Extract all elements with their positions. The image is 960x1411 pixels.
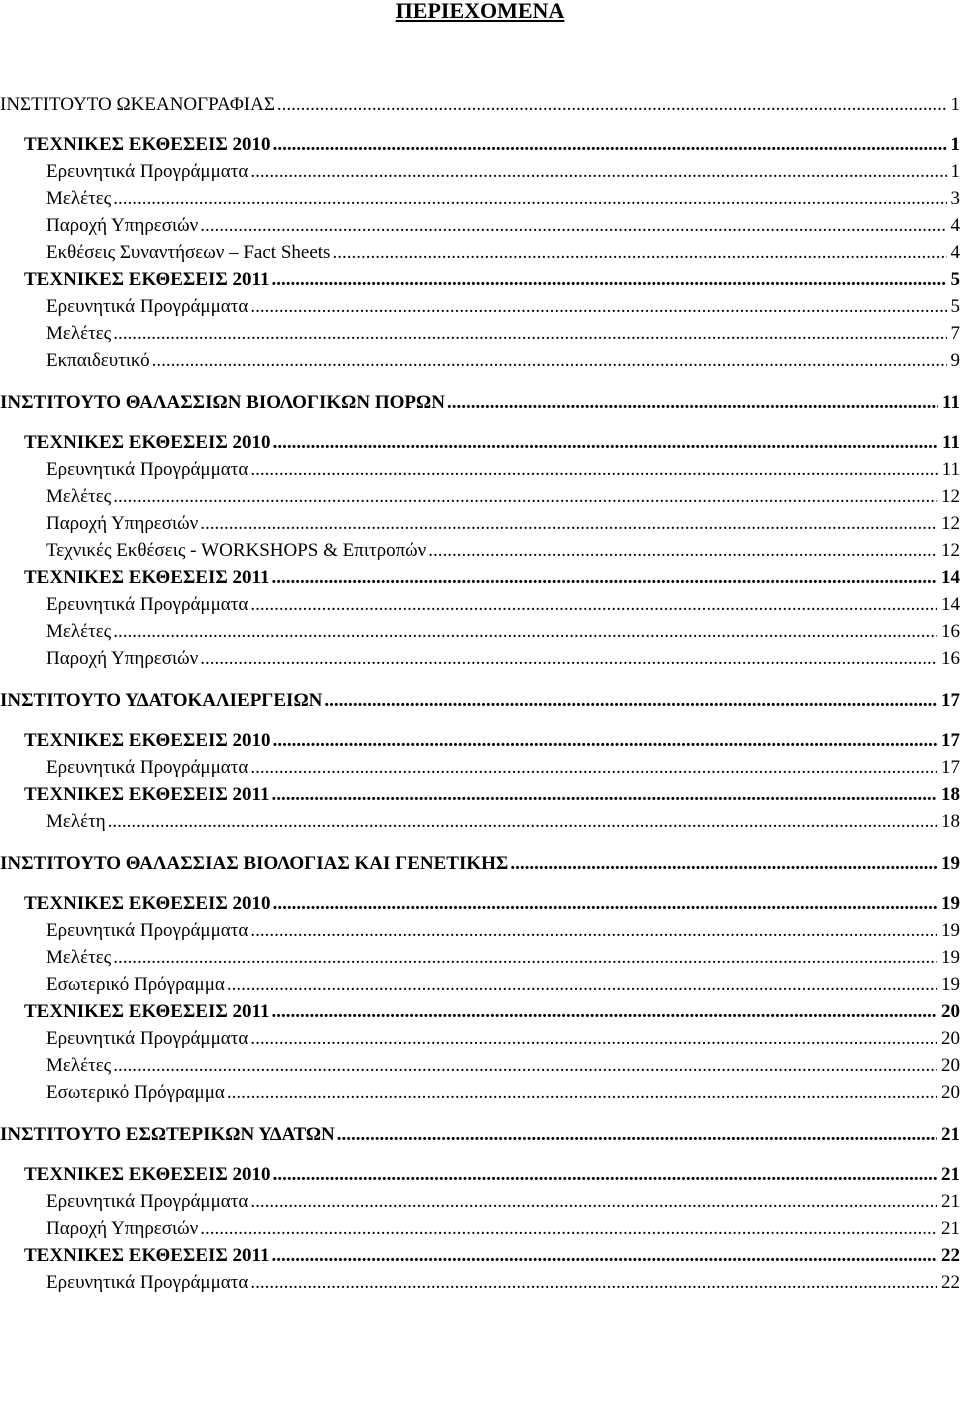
toc-subsection-entry[interactable] — [0, 1216, 960, 1242]
toc-entry-page-number: 12 — [941, 486, 960, 507]
toc-section-entry[interactable] — [0, 132, 960, 158]
toc-entry-page-number: 17 — [941, 690, 960, 711]
toc-entry-page-number: 17 — [941, 757, 960, 778]
toc-entry-page-number: 5 — [950, 296, 960, 317]
toc-subsection-entry[interactable] — [0, 809, 960, 835]
toc-subsection-entry[interactable] — [0, 511, 960, 537]
toc-section-entry[interactable] — [0, 728, 960, 754]
toc-entry-label: Παροχή Υπηρεσιών — [46, 215, 199, 236]
toc-entry-page-number: 21 — [941, 1191, 960, 1212]
toc-entry-label: ΙΝΣΤΙΤΟΥΤΟ ΕΣΩΤΕΡΙΚΩΝ ΥΔΑΤΩΝ — [0, 1124, 335, 1145]
toc-subsection-entry[interactable] — [0, 240, 960, 266]
toc-entry-page-number: 20 — [941, 1028, 960, 1049]
toc-subsection-entry[interactable] — [0, 538, 960, 564]
toc-entry-page-number: 7 — [950, 323, 960, 344]
toc-entry-label: Ερευνητικά Προγράμματα — [46, 1028, 249, 1049]
toc-dot-leader — [273, 891, 937, 917]
toc-entry-page-number: 17 — [941, 730, 960, 751]
toc-subsection-entry[interactable] — [0, 918, 960, 944]
toc-section-entry[interactable] — [0, 1162, 960, 1188]
toc-dot-leader — [113, 321, 946, 347]
toc-dot-leader — [227, 972, 937, 998]
toc-entry-label: ΤΕΧΝΙΚΕΣ ΕΚΘΕΣΕΙΣ 2010 — [24, 730, 271, 751]
toc-entry-page-number: 19 — [941, 947, 960, 968]
toc-entry-page-number: 11 — [942, 432, 960, 453]
toc-entry-page-number: 11 — [942, 392, 960, 413]
toc-dot-leader — [113, 945, 937, 971]
toc-dot-leader — [277, 92, 947, 118]
toc-entry-label: Εκπαιδευτικό — [46, 350, 150, 371]
toc-entry-label: ΤΕΧΝΙΚΕΣ ΕΚΘΕΣΕΙΣ 2011 — [24, 784, 270, 805]
toc-entry-page-number: 4 — [950, 242, 960, 263]
toc-entry-label: Μελέτες — [46, 188, 112, 209]
toc-entry-label: Μελέτες — [46, 323, 112, 344]
toc-dot-leader — [250, 592, 937, 618]
toc-entry-page-number: 1 — [950, 161, 960, 182]
toc-section-entry[interactable] — [0, 782, 960, 808]
toc-dot-leader — [250, 294, 946, 320]
toc-entry-page-number: 1 — [950, 94, 960, 115]
toc-entry-label: Ερευνητικά Προγράμματα — [46, 1191, 249, 1212]
toc-entry-label: Ερευνητικά Προγράμματα — [46, 757, 249, 778]
toc-dot-leader — [200, 646, 937, 672]
toc-section-entry[interactable] — [0, 267, 960, 293]
toc-section-entry[interactable] — [0, 891, 960, 917]
toc-dot-leader — [250, 755, 937, 781]
toc-dot-leader — [324, 688, 937, 714]
toc-entry-label: Ερευνητικά Προγράμματα — [46, 161, 249, 182]
toc-dot-leader — [510, 851, 937, 877]
toc-subsection-entry[interactable] — [0, 1026, 960, 1052]
toc-dot-leader — [273, 1162, 937, 1188]
toc-entry-page-number: 21 — [941, 1124, 960, 1145]
toc-entry-label: Ερευνητικά Προγράμματα — [46, 920, 249, 941]
toc-institute-entry[interactable] — [0, 851, 960, 877]
toc-subsection-entry[interactable] — [0, 1080, 960, 1106]
toc-dot-leader — [428, 538, 937, 564]
toc-dot-leader — [272, 1243, 937, 1269]
toc-entry-label: ΤΕΧΝΙΚΕΣ ΕΚΘΕΣΕΙΣ 2010 — [24, 134, 271, 155]
toc-entry-label: ΙΝΣΤΙΤΟΥΤΟ ΥΔΑΤΟΚΑΛΙΕΡΓΕΙΩΝ — [0, 690, 323, 711]
toc-entry-label: Ερευνητικά Προγράμματα — [46, 459, 249, 480]
toc-dot-leader — [227, 1080, 937, 1106]
toc-entry-label: ΤΕΧΝΙΚΕΣ ΕΚΘΕΣΕΙΣ 2011 — [24, 269, 270, 290]
toc-dot-leader — [113, 619, 937, 645]
toc-institute-entry[interactable] — [0, 688, 960, 714]
toc-entry-page-number: 5 — [950, 269, 960, 290]
toc-entry-page-number: 21 — [941, 1164, 960, 1185]
toc-entry-page-number: 1 — [950, 134, 960, 155]
toc-entry-label: Μελέτες — [46, 621, 112, 642]
toc-dot-leader — [200, 1216, 937, 1242]
toc-entry-page-number: 18 — [941, 811, 960, 832]
toc-subsection-entry[interactable] — [0, 592, 960, 618]
toc-entry-label: ΤΕΧΝΙΚΕΣ ΕΚΘΕΣΕΙΣ 2010 — [24, 432, 271, 453]
toc-dot-leader — [108, 809, 937, 835]
toc-section-entry[interactable] — [0, 565, 960, 591]
toc-entry-page-number: 11 — [941, 459, 960, 480]
toc-section-entry[interactable] — [0, 430, 960, 456]
toc-subsection-entry[interactable] — [0, 1053, 960, 1079]
toc-dot-leader — [250, 1026, 937, 1052]
toc-dot-leader — [337, 1122, 937, 1148]
toc-dot-leader — [250, 159, 946, 185]
toc-entry-label: Μελέτες — [46, 486, 112, 507]
toc-dot-leader — [332, 240, 946, 266]
toc-entry-label: ΤΕΧΝΙΚΕΣ ΕΚΘΕΣΕΙΣ 2011 — [24, 1001, 270, 1022]
toc-subsection-entry[interactable] — [0, 348, 960, 374]
toc-entry-label: Εσωτερικό Πρόγραμμα — [46, 1082, 225, 1103]
toc-entry-page-number: 12 — [941, 540, 960, 561]
toc-entry-label: ΤΕΧΝΙΚΕΣ ΕΚΘΕΣΕΙΣ 2010 — [24, 1164, 271, 1185]
toc-subsection-entry[interactable] — [0, 186, 960, 212]
toc-entry-page-number: 19 — [941, 974, 960, 995]
toc-dot-leader — [272, 999, 937, 1025]
page-title: ΠΕΡΙΕΧΟΜΕΝΑ — [395, 0, 565, 23]
toc-institute-entry[interactable] — [0, 1122, 960, 1148]
toc-entry-label: ΤΕΧΝΙΚΕΣ ΕΚΘΕΣΕΙΣ 2011 — [24, 567, 270, 588]
toc-entry-page-number: 16 — [941, 648, 960, 669]
toc-subsection-entry[interactable] — [0, 755, 960, 781]
toc-entry-page-number: 19 — [941, 853, 960, 874]
toc-entry-label: Μελέτες — [46, 1055, 112, 1076]
toc-dot-leader — [273, 728, 937, 754]
toc-entry-page-number: 20 — [941, 1055, 960, 1076]
toc-dot-leader — [273, 132, 947, 158]
toc-entry-label: Μελέτη — [46, 811, 106, 832]
toc-entry-label: ΤΕΧΝΙΚΕΣ ΕΚΘΕΣΕΙΣ 2010 — [24, 893, 271, 914]
toc-dot-leader — [152, 348, 947, 374]
toc-dot-leader — [200, 213, 946, 239]
toc-dot-leader — [200, 511, 937, 537]
toc-entry-label: ΤΕΧΝΙΚΕΣ ΕΚΘΕΣΕΙΣ 2011 — [24, 1245, 270, 1266]
toc-entry-label: Εκθέσεις Συναντήσεων – Fact Sheets — [46, 242, 331, 263]
toc-subsection-entry[interactable] — [0, 646, 960, 672]
toc-entry-label: ΙΝΣΤΙΤΟΥΤΟ ΘΑΛΑΣΣΙΩΝ ΒΙΟΛΟΓΙΚΩΝ ΠΟΡΩΝ — [0, 392, 445, 413]
toc-entry-label: Παροχή Υπηρεσιών — [46, 648, 199, 669]
toc-entry-label: Μελέτες — [46, 947, 112, 968]
toc-institute-entry[interactable] — [0, 390, 960, 416]
toc-subsection-entry[interactable] — [0, 945, 960, 971]
toc-subsection-entry[interactable] — [0, 1270, 960, 1296]
toc-entry-label: Εσωτερικό Πρόγραμμα — [46, 974, 225, 995]
toc-entry-page-number: 18 — [941, 784, 960, 805]
toc-entry-page-number: 19 — [941, 920, 960, 941]
toc-section-entry[interactable] — [0, 999, 960, 1025]
toc-entry-label: Ερευνητικά Προγράμματα — [46, 296, 249, 317]
toc-entry-page-number: 20 — [941, 1082, 960, 1103]
toc-dot-leader — [250, 918, 937, 944]
toc-entry-page-number: 3 — [950, 188, 960, 209]
toc-entry-label: Τεχνικές Εκθέσεις - WORKSHOPS & Επιτροπών — [46, 540, 427, 561]
toc-subsection-entry[interactable] — [0, 484, 960, 510]
toc-dot-leader — [113, 1053, 937, 1079]
toc-entry-label: Παροχή Υπηρεσιών — [46, 513, 199, 534]
toc-entry-page-number: 9 — [950, 350, 960, 371]
toc-subsection-entry[interactable] — [0, 1189, 960, 1215]
toc-entry-page-number: 19 — [941, 893, 960, 914]
toc-entry-label: ΙΝΣΤΙΤΟΥΤΟ ΩΚΕΑΝΟΓΡΑΦΙΑΣ — [0, 94, 275, 115]
toc-entry-page-number: 21 — [941, 1218, 960, 1239]
toc-dot-leader — [250, 1189, 937, 1215]
toc-entry-label: Ερευνητικά Προγράμματα — [46, 594, 249, 615]
toc-subsection-entry[interactable] — [0, 972, 960, 998]
toc-dot-leader — [272, 782, 937, 808]
toc-entry-page-number: 14 — [941, 567, 960, 588]
toc-subsection-entry[interactable] — [0, 159, 960, 185]
toc-entry-page-number: 16 — [941, 621, 960, 642]
toc-dot-leader — [250, 1270, 937, 1296]
toc-dot-leader — [273, 430, 938, 456]
toc-entry-page-number: 22 — [941, 1245, 960, 1266]
toc-entry-page-number: 12 — [941, 513, 960, 534]
toc-subsection-entry[interactable] — [0, 321, 960, 347]
toc-subsection-entry[interactable] — [0, 619, 960, 645]
toc-subsection-entry[interactable] — [0, 213, 960, 239]
toc-dot-leader — [447, 390, 938, 416]
toc-dot-leader — [272, 565, 937, 591]
toc-entry-label: ΙΝΣΤΙΤΟΥΤΟ ΘΑΛΑΣΣΙΑΣ ΒΙΟΛΟΓΙΑΣ ΚΑΙ ΓΕΝΕΤΙΚΗΣ — [0, 853, 509, 874]
toc-entry-page-number: 4 — [950, 215, 960, 236]
toc-subsection-entry[interactable] — [0, 457, 960, 483]
toc-entry-page-number: 22 — [941, 1272, 960, 1293]
toc-institute-entry[interactable] — [0, 92, 960, 118]
toc-subsection-entry[interactable] — [0, 294, 960, 320]
toc-entry-label: Παροχή Υπηρεσιών — [46, 1218, 199, 1239]
toc-entry-label: Ερευνητικά Προγράμματα — [46, 1272, 249, 1293]
toc-dot-leader — [272, 267, 947, 293]
toc-dot-leader — [113, 186, 946, 212]
toc-dot-leader — [250, 457, 937, 483]
toc-entry-page-number: 20 — [941, 1001, 960, 1022]
toc-section-entry[interactable] — [0, 1243, 960, 1269]
toc-dot-leader — [113, 484, 937, 510]
toc-entry-page-number: 14 — [941, 594, 960, 615]
